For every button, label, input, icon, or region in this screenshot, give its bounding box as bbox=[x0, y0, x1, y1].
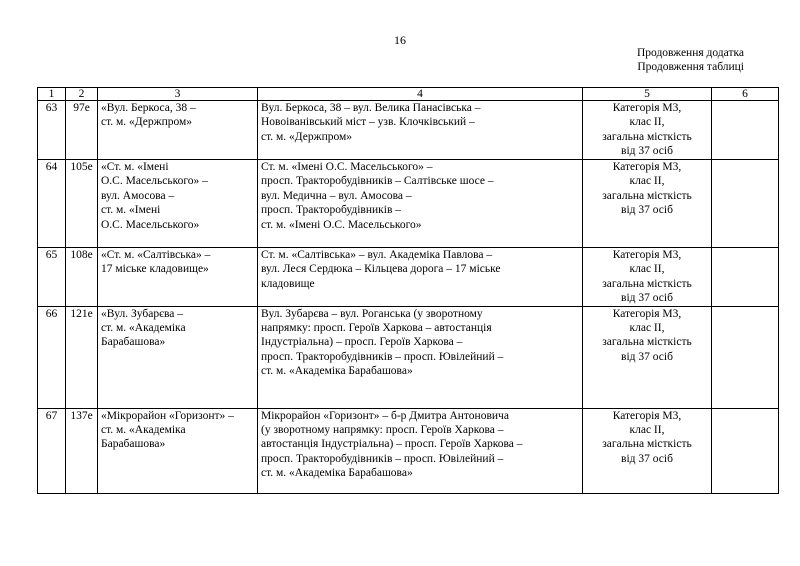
path-line: ст. м. «Академіка Барабашова» bbox=[261, 467, 413, 480]
path-line: напрямку: просп. Героїв Харкова – автостанція bbox=[261, 322, 492, 335]
path-line: ст. м. «Імені О.С. Масельського» bbox=[261, 218, 422, 231]
path-line: автостанція Індустріальна) – просп. Героїв Харкова – bbox=[261, 438, 523, 451]
route-endpoints bbox=[98, 408, 258, 493]
continuation-note bbox=[637, 47, 744, 74]
route-endpoints bbox=[98, 101, 258, 160]
route-path bbox=[258, 160, 583, 248]
row-number: 65 bbox=[38, 248, 66, 307]
category-line: Категорія М3, bbox=[612, 307, 682, 320]
endpoints-line: ст. м. «Імені bbox=[101, 204, 161, 217]
category-line: Категорія М3, bbox=[612, 161, 682, 173]
route-number: 105е bbox=[66, 160, 98, 248]
continuation-table: Продовження таблиці bbox=[637, 60, 744, 73]
path-line: Вул. Зубарєва – вул. Роганська (у зворотному bbox=[261, 307, 483, 320]
continuation-appendix: Продовження додатка bbox=[636, 47, 744, 59]
endpoints-line: ст. м. «Академіка bbox=[101, 424, 186, 437]
category-line: Категорія М3, bbox=[612, 249, 682, 261]
endpoints-line: «Вул. Зубарєва – bbox=[101, 307, 184, 320]
category-line: загальна місткість bbox=[602, 336, 692, 349]
table-row bbox=[38, 306, 779, 408]
endpoints-line: вул. Амосова – bbox=[101, 189, 175, 202]
category-line: клас ІІ, bbox=[629, 322, 665, 335]
table-row bbox=[38, 101, 779, 160]
endpoints-line: ст. м. «Академіка bbox=[101, 322, 186, 335]
vehicle-category bbox=[583, 408, 712, 493]
route-path bbox=[258, 408, 583, 493]
path-line: вул. Медична – вул. Амосова – bbox=[261, 189, 412, 202]
path-line: Ст. м. «Імені О.С. Масельського» – bbox=[261, 161, 433, 173]
route-endpoints bbox=[98, 160, 258, 248]
path-line: ст. м. «Академіка Барабашова» bbox=[261, 365, 413, 378]
column-6-cell bbox=[712, 160, 779, 248]
path-line: просп. Тракторобудівників – Салтівське шосе – bbox=[261, 175, 494, 188]
category-line: клас ІІ, bbox=[629, 263, 665, 276]
path-line: (у зворотному напрямку: просп. Героїв Харкова – bbox=[261, 424, 504, 437]
route-number: 108е bbox=[66, 248, 98, 307]
route-number: 121е bbox=[66, 306, 98, 408]
category-line: від 37 осіб bbox=[621, 292, 673, 305]
vehicle-category bbox=[583, 160, 712, 248]
category-line: клас ІІ, bbox=[629, 116, 665, 129]
header-col-4: 4 bbox=[258, 88, 583, 101]
endpoints-line: Барабашова» bbox=[101, 438, 166, 451]
vehicle-category bbox=[583, 248, 712, 307]
route-endpoints bbox=[98, 306, 258, 408]
category-line: від 37 осіб bbox=[621, 452, 673, 465]
category-line: загальна місткість bbox=[602, 130, 692, 143]
header-col-6: 6 bbox=[712, 88, 779, 101]
category-line: клас ІІ, bbox=[629, 424, 665, 437]
row-number: 64 bbox=[38, 160, 66, 248]
route-path bbox=[258, 101, 583, 160]
path-line: просп. Тракторобудівників – просп. Ювілейний – bbox=[261, 452, 504, 465]
table-row bbox=[38, 408, 779, 493]
row-number: 66 bbox=[38, 306, 66, 408]
vehicle-category bbox=[583, 306, 712, 408]
routes-table bbox=[37, 87, 779, 494]
table-row bbox=[38, 160, 779, 248]
header-col-3: 3 bbox=[98, 88, 258, 101]
column-6-cell bbox=[712, 248, 779, 307]
route-endpoints bbox=[98, 248, 258, 307]
endpoints-line: «Мікрорайон «Горизонт» – bbox=[101, 409, 234, 422]
header-row bbox=[38, 88, 779, 101]
route-path bbox=[258, 248, 583, 307]
endpoints-line: О.С. Масельського» – bbox=[101, 175, 208, 188]
category-line: клас ІІ, bbox=[629, 175, 665, 188]
endpoints-line: ст. м. «Держпром» bbox=[101, 116, 193, 129]
path-line: Ст. м. «Салтівська» – вул. Академіка Павлова – bbox=[261, 249, 493, 261]
category-line: загальна місткість bbox=[602, 277, 692, 290]
path-line: ст. м. «Держпром» bbox=[261, 130, 353, 143]
category-line: від 37 осіб bbox=[621, 204, 673, 217]
header-col-2: 2 bbox=[66, 88, 98, 101]
category-line: Категорія М3, bbox=[612, 409, 682, 422]
route-number: 97е bbox=[66, 101, 98, 160]
row-number: 63 bbox=[38, 101, 66, 160]
vehicle-category bbox=[583, 101, 712, 160]
category-line: загальна місткість bbox=[602, 438, 692, 451]
path-line: Новоіванівський міст – узв. Клочківський – bbox=[261, 116, 475, 129]
endpoints-line: «Вул. Беркоса, 38 – bbox=[101, 102, 196, 114]
column-6-cell bbox=[712, 101, 779, 160]
category-line: від 37 осіб bbox=[621, 350, 673, 363]
endpoints-line: «Ст. м. «Салтівська» – bbox=[101, 249, 211, 261]
column-6-cell bbox=[712, 408, 779, 493]
path-line: кладовище bbox=[261, 277, 315, 290]
route-path bbox=[258, 306, 583, 408]
path-line: Вул. Беркоса, 38 – вул. Велика Панасівська – bbox=[261, 102, 481, 114]
row-number: 67 bbox=[38, 408, 66, 493]
endpoints-line: 17 міське кладовище» bbox=[101, 263, 209, 276]
path-line: Мікрорайон «Горизонт» – б-р Дмитра Антоновича bbox=[261, 409, 509, 422]
page-number: 16 bbox=[394, 33, 406, 47]
table-row bbox=[38, 248, 779, 307]
endpoints-line: О.С. Масельського» bbox=[101, 218, 200, 231]
path-line: Індустріальна) – просп. Героїв Харкова – bbox=[261, 336, 463, 349]
header-col-5: 5 bbox=[583, 88, 712, 101]
endpoints-line: «Ст. м. «Імені bbox=[101, 161, 169, 173]
category-line: від 37 осіб bbox=[621, 145, 673, 158]
category-line: Категорія М3, bbox=[612, 102, 682, 114]
path-line: вул. Леся Сердюка – Кільцева дорога – 17 міське bbox=[261, 263, 501, 276]
header-col-1: 1 bbox=[38, 88, 66, 101]
path-line: просп. Тракторобудівників – bbox=[261, 204, 402, 217]
path-line: просп. Тракторобудівників – просп. Ювілейний – bbox=[261, 350, 504, 363]
category-line: загальна місткість bbox=[602, 189, 692, 202]
column-6-cell bbox=[712, 306, 779, 408]
route-number: 137е bbox=[66, 408, 98, 493]
endpoints-line: Барабашова» bbox=[101, 336, 166, 349]
